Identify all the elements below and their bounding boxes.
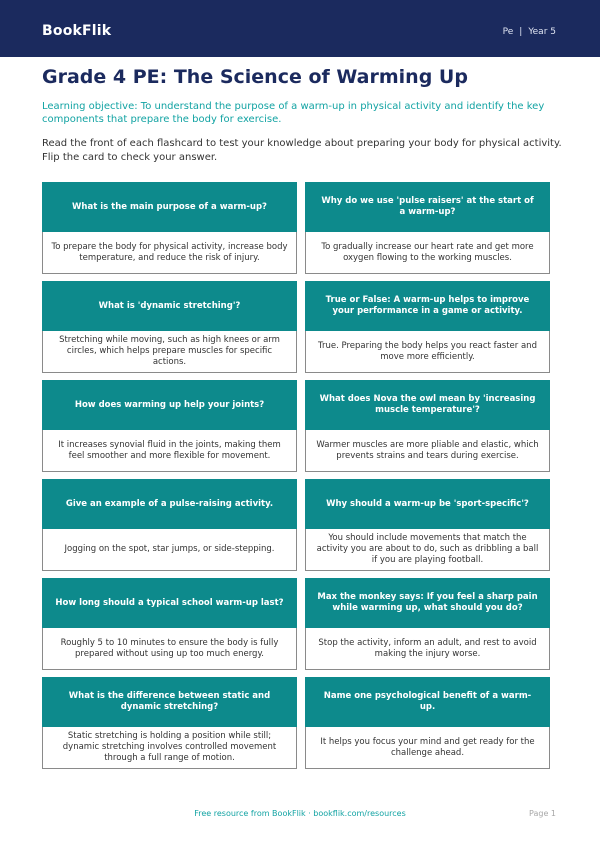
flashcard[interactable] (305, 281, 550, 373)
flashcard-question[interactable]: Give an example of a pulse-raising activity. (42, 479, 297, 529)
flashcard[interactable] (305, 479, 550, 571)
flashcard-answer: Static stretching is holding a position while still; dynamic stretching involves controlled movement through a full range of motion. (42, 727, 297, 769)
flashcard-question[interactable]: What is the difference between static and dynamic stretching? (42, 677, 297, 727)
flashcard[interactable] (42, 677, 297, 769)
flashcard[interactable] (305, 380, 550, 472)
flashcard[interactable] (42, 182, 297, 274)
flashcard-answer: You should include movements that match the activity you are about to do, such as dribbling a ball if you are playing football. (305, 529, 550, 571)
meta-separator: | (519, 27, 523, 37)
flashcard[interactable] (305, 578, 550, 670)
flashcard-answer: True. Preparing the body helps you react faster and move more efficiently. (305, 331, 550, 373)
level-label: Year 5 (528, 27, 556, 37)
flashcard-question[interactable]: What does Nova the owl mean by 'increasing muscle temperature'? (305, 380, 550, 430)
flashcard-answer: It helps you focus your mind and get ready for the challenge ahead. (305, 727, 550, 769)
flashcard-answer: Jogging on the spot, star jumps, or side-stepping. (42, 529, 297, 571)
flashcard-answer: To gradually increase our heart rate and get more oxygen flowing to the working muscles. (305, 232, 550, 274)
flashcard-question[interactable]: How long should a typical school warm-up last? (42, 578, 297, 628)
flashcard-answer: It increases synovial fluid in the joints, making them feel smoother and more flexible for movement. (42, 430, 297, 472)
learning-objective: Learning objective: To understand the purpose of a warm-up in physical activity and identify the key components that prepare the body for exercise. (42, 101, 545, 125)
flashcard[interactable] (42, 281, 297, 373)
instructions: Read the front of each flashcard to test your knowledge about preparing your body for physical activity. Flip the card to check your answer. (42, 138, 562, 163)
header-meta (503, 27, 556, 37)
flashcard-question[interactable]: How does warming up help your joints? (42, 380, 297, 430)
flashcard-answer: To prepare the body for physical activity, increase body temperature, and reduce the risk of injury. (42, 232, 297, 274)
flashcard[interactable] (305, 182, 550, 274)
flashcard-answer: Roughly 5 to 10 minutes to ensure the body is fully prepared without using up too much energy. (42, 628, 297, 670)
flashcard-question[interactable]: Max the monkey says: If you feel a sharp pain while warming up, what should you do? (305, 578, 550, 628)
flashcard[interactable] (305, 677, 550, 769)
flashcard-question[interactable]: Name one psychological benefit of a warm-up. (305, 677, 550, 727)
top-bar (0, 0, 600, 57)
flashcard-grid (42, 182, 550, 769)
flashcard-question[interactable]: Why should a warm-up be 'sport-specific'? (305, 479, 550, 529)
flashcard[interactable] (42, 578, 297, 670)
brand-logo[interactable]: BookFlik (42, 23, 112, 39)
flashcard[interactable] (42, 380, 297, 472)
subject-label: Pe (502, 27, 514, 37)
page-number: Page 1 (529, 809, 556, 818)
flashcard-answer: Stretching while moving, such as high knees or arm circles, which helps prepare muscles for specific actions. (42, 331, 297, 373)
flashcard-answer: Warmer muscles are more pliable and elastic, which prevents strains and tears during exercise. (305, 430, 550, 472)
flashcard[interactable] (42, 479, 297, 571)
flashcard-answer: Stop the activity, inform an adult, and rest to avoid making the injury worse. (305, 628, 550, 670)
flashcard-question[interactable]: Why do we use 'pulse raisers' at the start of a warm-up? (305, 182, 550, 232)
footer-credit[interactable]: Free resource from BookFlik · bookflik.com/resources (194, 809, 406, 818)
flashcard-question[interactable]: What is 'dynamic stretching'? (42, 281, 297, 331)
flashcard-question[interactable]: True or False: A warm-up helps to improve your performance in a game or activity. (305, 281, 550, 331)
page-title: Grade 4 PE: The Science of Warming Up (42, 66, 468, 88)
flashcard-question[interactable]: What is the main purpose of a warm-up? (42, 182, 297, 232)
